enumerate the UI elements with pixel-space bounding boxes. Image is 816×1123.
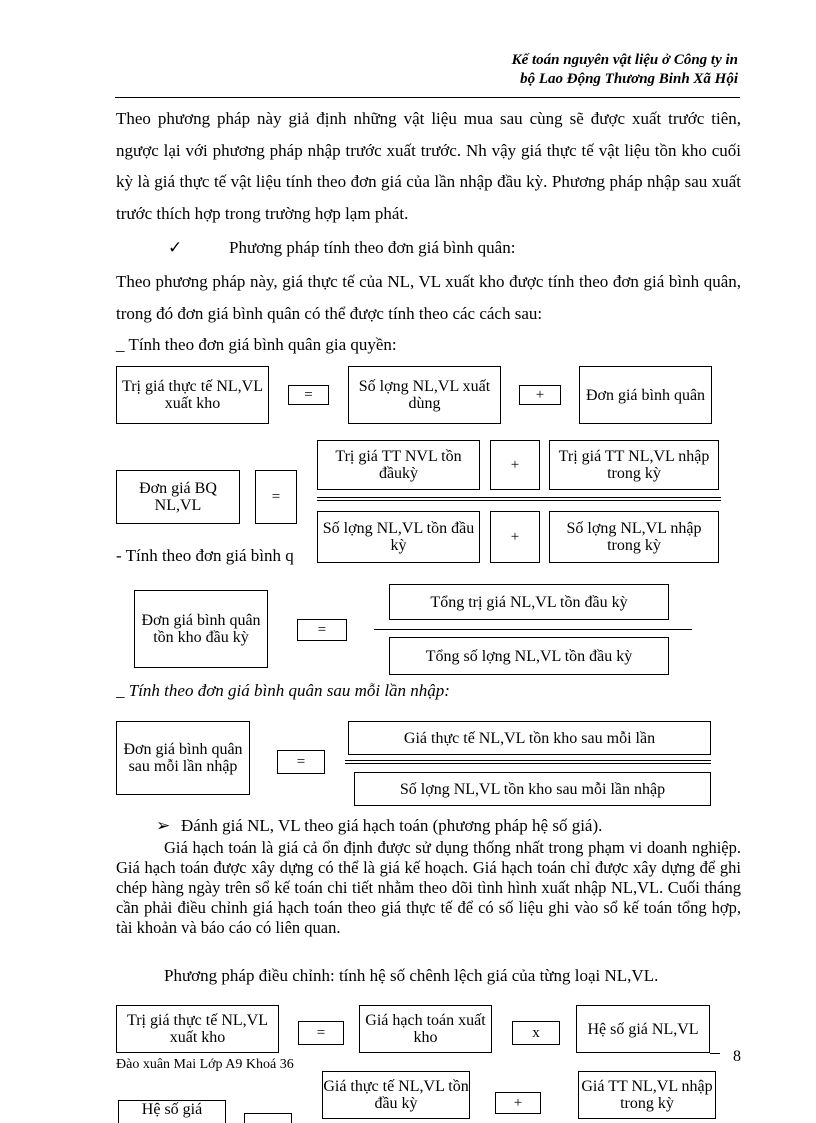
box-avg-price-lhs: Đơn giá BQ NL,VL: [116, 470, 240, 524]
box-purchased-value: Giá TT NL,VL nhập trong kỳ: [578, 1071, 716, 1119]
box-qty-after-receipt: Số lợng NL,VL tồn kho sau mỗi lần nhập: [354, 772, 711, 806]
box-price-coefficient: Hệ số giá NL,VL: [576, 1005, 710, 1053]
plus-sign: +: [519, 385, 561, 405]
fraction-bar: [345, 760, 711, 764]
box-standard-price-out: Giá hạch toán xuất kho: [359, 1005, 492, 1053]
plus-sign: +: [490, 511, 540, 563]
sub-heading-opening: - Tính theo đơn giá bình q: [116, 546, 294, 565]
box-opening-qty: Số lợng NL,VL tồn đầu kỳ: [317, 511, 480, 563]
box-opening-actual-value: Giá thực tế NL,VL tồn đầu kỳ: [322, 1071, 470, 1119]
box-opening-avg-price: Đơn giá bình quân tồn kho đầu kỳ: [134, 590, 268, 668]
check-icon: ✓: [168, 238, 183, 257]
box-moving-avg-price: Đơn giá bình quân sau mỗi lần nhập: [116, 721, 250, 795]
box-total-opening-value: Tổng trị giá NL,VL tồn đầu kỳ: [389, 584, 669, 620]
equals-sign-partial: [244, 1113, 292, 1123]
equals-sign: =: [297, 619, 347, 641]
box-avg-unit-price: Đơn giá bình quân: [579, 366, 712, 424]
plus-sign: +: [490, 440, 540, 490]
equals-sign: =: [288, 385, 329, 405]
sub-heading-weighted: _ Tính theo đơn giá bình quân gia quyền:: [116, 335, 397, 354]
box-actual-value-out: Trị giá thực tế NL,VL xuất kho: [116, 1005, 279, 1053]
connector-line: [710, 1053, 720, 1054]
page-number: 8: [733, 1048, 741, 1065]
box-purchased-qty: Số lợng NL,VL nhập trong kỳ: [549, 511, 719, 563]
adjust-method-line: Phương pháp điều chỉnh: tính hệ số chênh lệch giá của từng loại NL,VL.: [164, 966, 659, 985]
box-actual-value-out: Trị giá thực tế NL,VL xuất kho: [116, 366, 269, 424]
box-opening-value: Trị giá TT NVL tồn đầukỳ: [317, 440, 480, 490]
arrow-bullet-icon: ➢: [156, 816, 171, 835]
footer-author: Đào xuân Mai Lớp A9 Khoá 36: [116, 1057, 294, 1072]
box-coefficient-lhs: Hệ số giá: [118, 1100, 226, 1123]
sub-heading-moving: _ Tính theo đơn giá bình quân sau mỗi lần nhập:: [116, 681, 450, 700]
fraction-bar: [374, 629, 692, 630]
hach-toan-paragraph: Giá hạch toán là giá cả ổn định được sử dụng thống nhất trong phạm vi doanh nghiệp. Giá hạch toán được xây dựng có thể là giá kế hoạch. Giá hạch toán chỉ được xây dựng để ghi chép hàng ngày trên sổ kế toán chi tiết nhằm theo dõi tình hình xuất nhập NL,VL. Cuối tháng cần phải điều chỉnh giá hạch toán theo giá thực tế để có số liệu ghi vào sổ kế toán tổng hợp, tài khoản và báo cáo có liên quan.: [116, 838, 741, 937]
header-line-2: bộ Lao Động Thương Binh Xã Hội: [520, 71, 738, 87]
box-total-opening-qty: Tổng số lợng NL,VL tồn đầu kỳ: [389, 637, 669, 675]
fraction-bar: [317, 497, 721, 501]
times-sign: x: [512, 1021, 560, 1045]
box-purchased-value: Trị giá TT NL,VL nhập trong kỳ: [549, 440, 719, 490]
method-average-heading: Phương pháp tính theo đơn giá bình quân:: [229, 238, 516, 257]
header-line-1: Kế toán nguyên vật liệu ở Công ty in: [511, 52, 738, 68]
box-value-after-receipt: Giá thực tế NL,VL tồn kho sau mỗi lần: [348, 721, 711, 755]
method-hach-toan-heading: Đánh giá NL, VL theo giá hạch toán (phương pháp hệ số giá).: [181, 816, 603, 835]
equals-sign: =: [277, 750, 325, 774]
average-paragraph: Theo phương pháp này, giá thực tế của NL, VL xuất kho được tính theo đơn giá bình quân, trong đó đơn giá bình quân có thể được tính theo các cách sau:: [116, 272, 741, 323]
equals-sign: =: [255, 470, 297, 524]
header-rule: [115, 97, 740, 98]
plus-sign: +: [495, 1092, 541, 1114]
equals-sign: =: [298, 1021, 344, 1045]
intro-paragraph: Theo phương pháp này giả định những vật liệu mua sau cùng sẽ được xuất trước tiên, ngược lại với phương pháp nhập trước xuất trước. Nh vậy giá thực tế vật liệu tồn kho cuối kỳ là giá thực tế vật liệu tính theo đơn giá của lần nhập đầu kỳ. Phương pháp nhập sau xuất trước thích hợp trong trường hợp lạm phát.: [116, 109, 741, 223]
box-qty-used: Số lợng NL,VL xuất dùng: [348, 366, 501, 424]
